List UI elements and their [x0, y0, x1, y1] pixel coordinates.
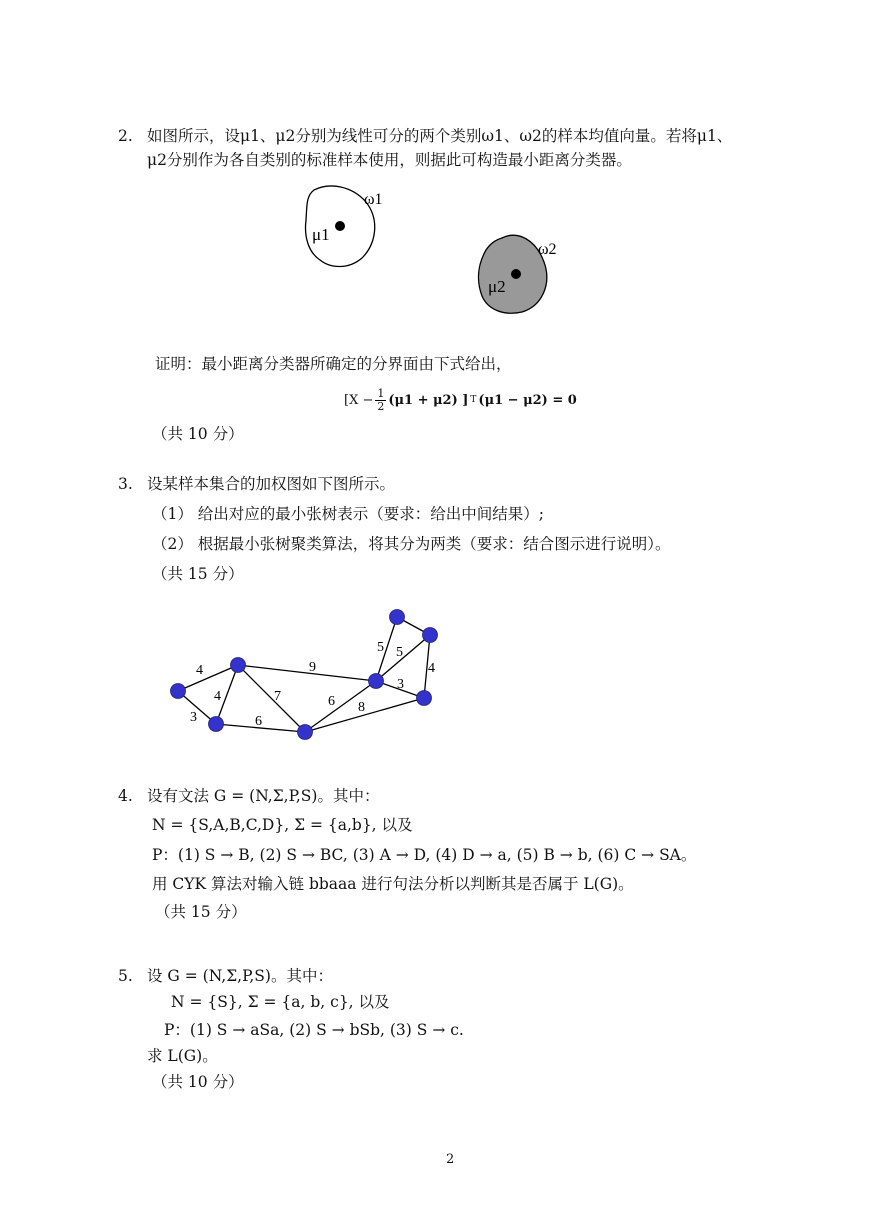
node-f [369, 674, 384, 689]
q2-number: 2. [118, 127, 133, 145]
q5-line1: 设 G = (N,Σ,P,S)。其中： [147, 967, 333, 985]
node-a [171, 684, 186, 699]
weight-d-f: 6 [328, 694, 335, 709]
mu1-label: μ1 [312, 225, 330, 244]
page-number: 2 [446, 1152, 455, 1167]
weight-f-g: 5 [377, 640, 384, 655]
formula-frac-den: 2 [377, 399, 385, 413]
node-b [231, 658, 246, 673]
node-i [417, 691, 432, 706]
formula-fraction [375, 388, 386, 413]
q5-line2: N = {S}, Σ = {a, b, c}, 以及 [171, 993, 390, 1011]
formula-open: [X − [344, 392, 374, 408]
q2-line1: 如图所示，设μ1、μ2分别为线性可分的两个类别ω1、ω2的样本均值向量。若将μ1、 [147, 127, 733, 145]
q3-graph [160, 600, 460, 750]
formula-frac-num: 1 [377, 386, 385, 400]
q2-figure [290, 180, 580, 320]
weight-f-i: 3 [397, 677, 404, 692]
q4-score: （共 15 分） [155, 903, 247, 921]
weight-b-d: 7 [274, 689, 281, 704]
q5-score: （共 10 分） [152, 1073, 244, 1091]
q3-line1: 设某样本集合的加权图如下图所示。 [147, 475, 396, 493]
q5-line4: 求 L(G)。 [147, 1047, 218, 1065]
mu2-label: μ2 [488, 277, 506, 296]
q4-line1: 设有文法 G = (N,Σ,P,S)。其中： [147, 787, 380, 805]
mu2-point [511, 269, 521, 279]
q3-item1: （1） 给出对应的最小张树表示（要求：给出中间结果）; [152, 505, 545, 523]
q3-number: 3. [118, 475, 133, 493]
node-g [390, 610, 405, 625]
weight-c-d: 6 [255, 714, 262, 729]
mu1-point [335, 221, 345, 231]
q5-line3: P：(1) S → aSa, (2) S → bSb, (3) S → c. [164, 1021, 464, 1039]
q4-line2: N = {S,A,B,C,D}, Σ = {a,b}, 以及 [152, 816, 413, 834]
formula-middle: (μ1 + μ2) ] [388, 392, 469, 408]
weight-b-f: 9 [309, 660, 316, 675]
node-c [209, 717, 224, 732]
q3-score: （共 15 分） [152, 565, 244, 583]
node-h [423, 628, 438, 643]
weight-a-c: 3 [190, 710, 197, 725]
graph-weights [190, 640, 435, 729]
q2-proof-intro: 证明：最小距离分类器所确定的分界面由下式给出， [155, 355, 512, 373]
edge-d-f [305, 681, 376, 732]
omega1-label: ω1 [364, 191, 383, 208]
q2-score: （共 10 分） [152, 425, 244, 443]
formula-tail: (μ1 − μ2) = 0 [478, 392, 577, 408]
weight-d-i: 8 [358, 700, 365, 715]
graph-edges [178, 617, 430, 732]
q5-number: 5. [118, 967, 133, 985]
q4-number: 4. [118, 787, 133, 805]
q3-item2: （2） 根据最小张树聚类算法，将其分为两类（要求：结合图示进行说明）。 [152, 535, 671, 553]
weight-h-i: 4 [428, 661, 435, 676]
q4-line4: 用 CYK 算法对输入链 bbaaa 进行句法分析以判断其是否属于 L(G)。 [152, 875, 634, 893]
edge-b-d [238, 665, 305, 732]
omega2-label: ω2 [538, 241, 557, 258]
weight-b-c: 4 [214, 689, 221, 704]
q2-formula [344, 382, 577, 418]
q2-line2: μ2分别作为各自类别的标准样本使用，则据此可构造最小距离分类器。 [147, 151, 632, 169]
edge-b-f [238, 665, 376, 681]
edge-a-b [178, 665, 238, 691]
graph-nodes [171, 610, 438, 740]
formula-sup: T [470, 395, 477, 405]
node-d [298, 725, 313, 740]
weight-f-h: 5 [396, 645, 403, 660]
weight-a-b: 4 [196, 663, 203, 678]
q4-line3: P：(1) S → B, (2) S → BC, (3) A → D, (4) D → a, (5) B → b, (6) C → SA。 [152, 846, 697, 864]
